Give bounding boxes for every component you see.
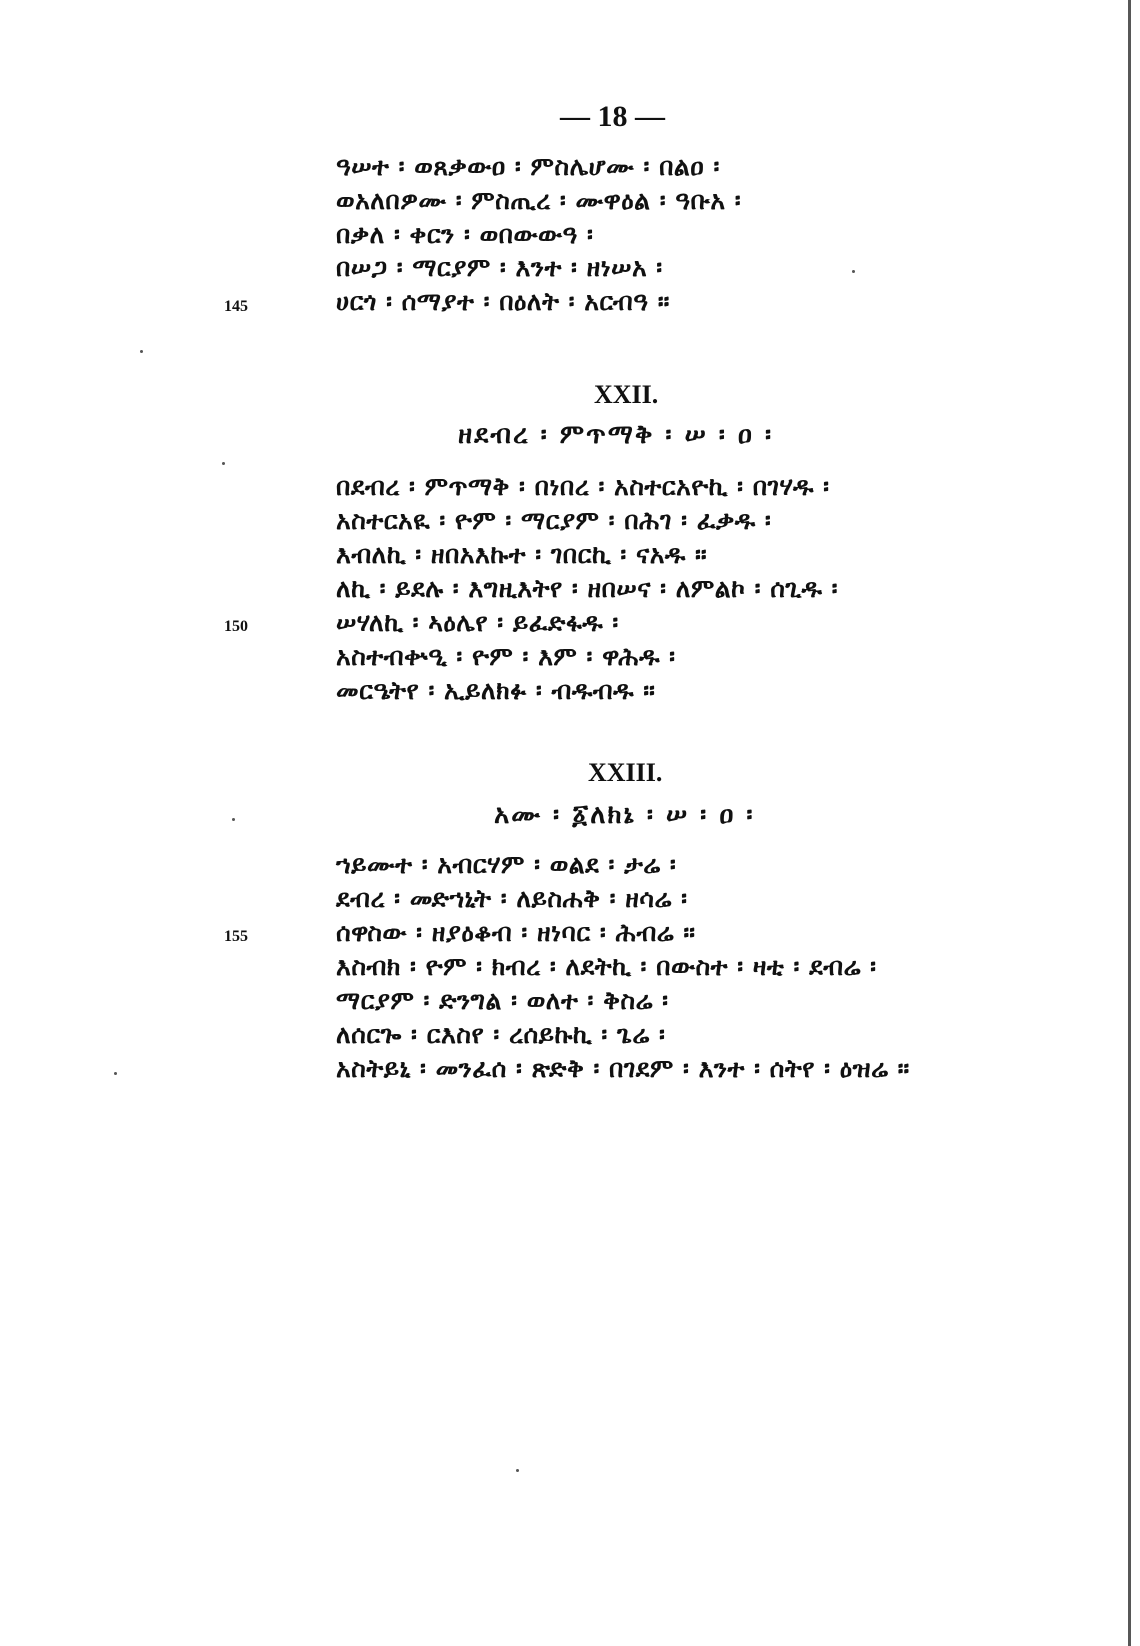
section-title: አሙ ፡ ፩ለክኔ ፡ ሠ ፡ ዐ ፡: [494, 800, 755, 830]
verse-line: ዓሠተ ፡ ወጸቃውዐ ፡ ምስሌሆሙ ፡ በልዐ ፡: [336, 152, 720, 181]
scan-speck: [222, 462, 225, 465]
section-numeral: XXII.: [594, 380, 659, 409]
verse-line: መርዔትየ ፡ ኢይለክፉ ፡ ብዱብዱ ።: [336, 676, 656, 705]
verse-line: ሠሃለኪ ፡ ኣዕሌየ ፡ ይፈድፋዱ ፡: [336, 608, 619, 637]
line-number: 145: [224, 298, 248, 315]
verse-line: አስተብቍዒ ፡ ዮም ፡ እም ፡ ዋሕዱ ፡: [336, 642, 676, 671]
verse-line: ለኪ ፡ ይደሉ ፡ እግዚእትየ ፡ ዘበሠና ፡ ለምልኮ ፡ ሰጊዱ ፡: [336, 574, 839, 603]
verse-line: ወአለበዎሙ ፡ ምስጢረ ፡ ሙዋዕል ፡ ዓቡአ ፡: [336, 186, 742, 215]
verse-line: ለሰርጐ ፡ ርእስየ ፡ ረሰይኩኪ ፡ ጌሬ ፡: [336, 1020, 666, 1049]
verse-line: እብለኪ ፡ ዘበአእኩተ ፡ ገበርኪ ፡ ናአዱ ።: [336, 540, 708, 569]
verse-line: በቃለ ፡ ቀርን ፡ ወበውውዓ ፡: [336, 220, 594, 249]
verse-line: ሰዋስው ፡ ዘያዕቆብ ፡ ዘነባር ፡ ሕብሬ ።: [336, 918, 696, 947]
verse-line: ኀይሙተ ፡ አብርሃም ፡ ወልደ ፡ ታሬ ፡: [336, 850, 677, 879]
verse-line: በደብረ ፡ ምጥማቅ ፡ በነበረ ፡ አስተርአዮኪ ፡ በገሃዱ ፡: [336, 472, 830, 501]
verse-line: በሠጋ ፡ ማርያም ፡ እንተ ፡ ዘነሠአ ፡: [336, 253, 663, 282]
verse-line: አስትይኒ ፡ መንፈሰ ፡ ጽድቅ ፡ በገደም ፡ እንተ ፡ ሰትየ ፡ ዕዝሬ ።: [336, 1054, 910, 1083]
line-number: 150: [224, 618, 248, 635]
scan-speck: [114, 1072, 117, 1075]
scan-speck: [232, 818, 235, 821]
verse-line: አስተርአዪ ፡ ዮም ፡ ማርያም ፡ በሕገ ፡ ፈቃዱ ፡: [336, 506, 772, 535]
scan-speck: [852, 270, 855, 273]
section-title: ዘደብረ ፡ ምጥማቅ ፡ ሠ ፡ ዐ ፡: [458, 420, 774, 450]
page-edge-line: [1128, 0, 1131, 1646]
section-numeral: XXIII.: [588, 758, 663, 787]
scan-speck: [140, 350, 143, 353]
scan-speck: [516, 1469, 519, 1472]
verse-line: ደብረ ፡ መድኀኒት ፡ ለይስሐቅ ፡ ዘሳሬ ፡: [336, 884, 688, 913]
line-number: 155: [224, 928, 248, 945]
verse-line: እስብክ ፡ ዮም ፡ ክብረ ፡ ለደትኪ ፡ በውስተ ፡ ዛቲ ፡ ደብሬ ፡: [336, 952, 877, 981]
verse-line: ሀርጎ ፡ ሰማያተ ፡ በዕለት ፡ አርብዓ ።: [336, 287, 670, 316]
verse-line: ማርያም ፡ ድንግል ፡ ወለተ ፡ ቅስሬ ፡: [336, 986, 669, 1015]
page-number: — 18 —: [560, 100, 665, 133]
